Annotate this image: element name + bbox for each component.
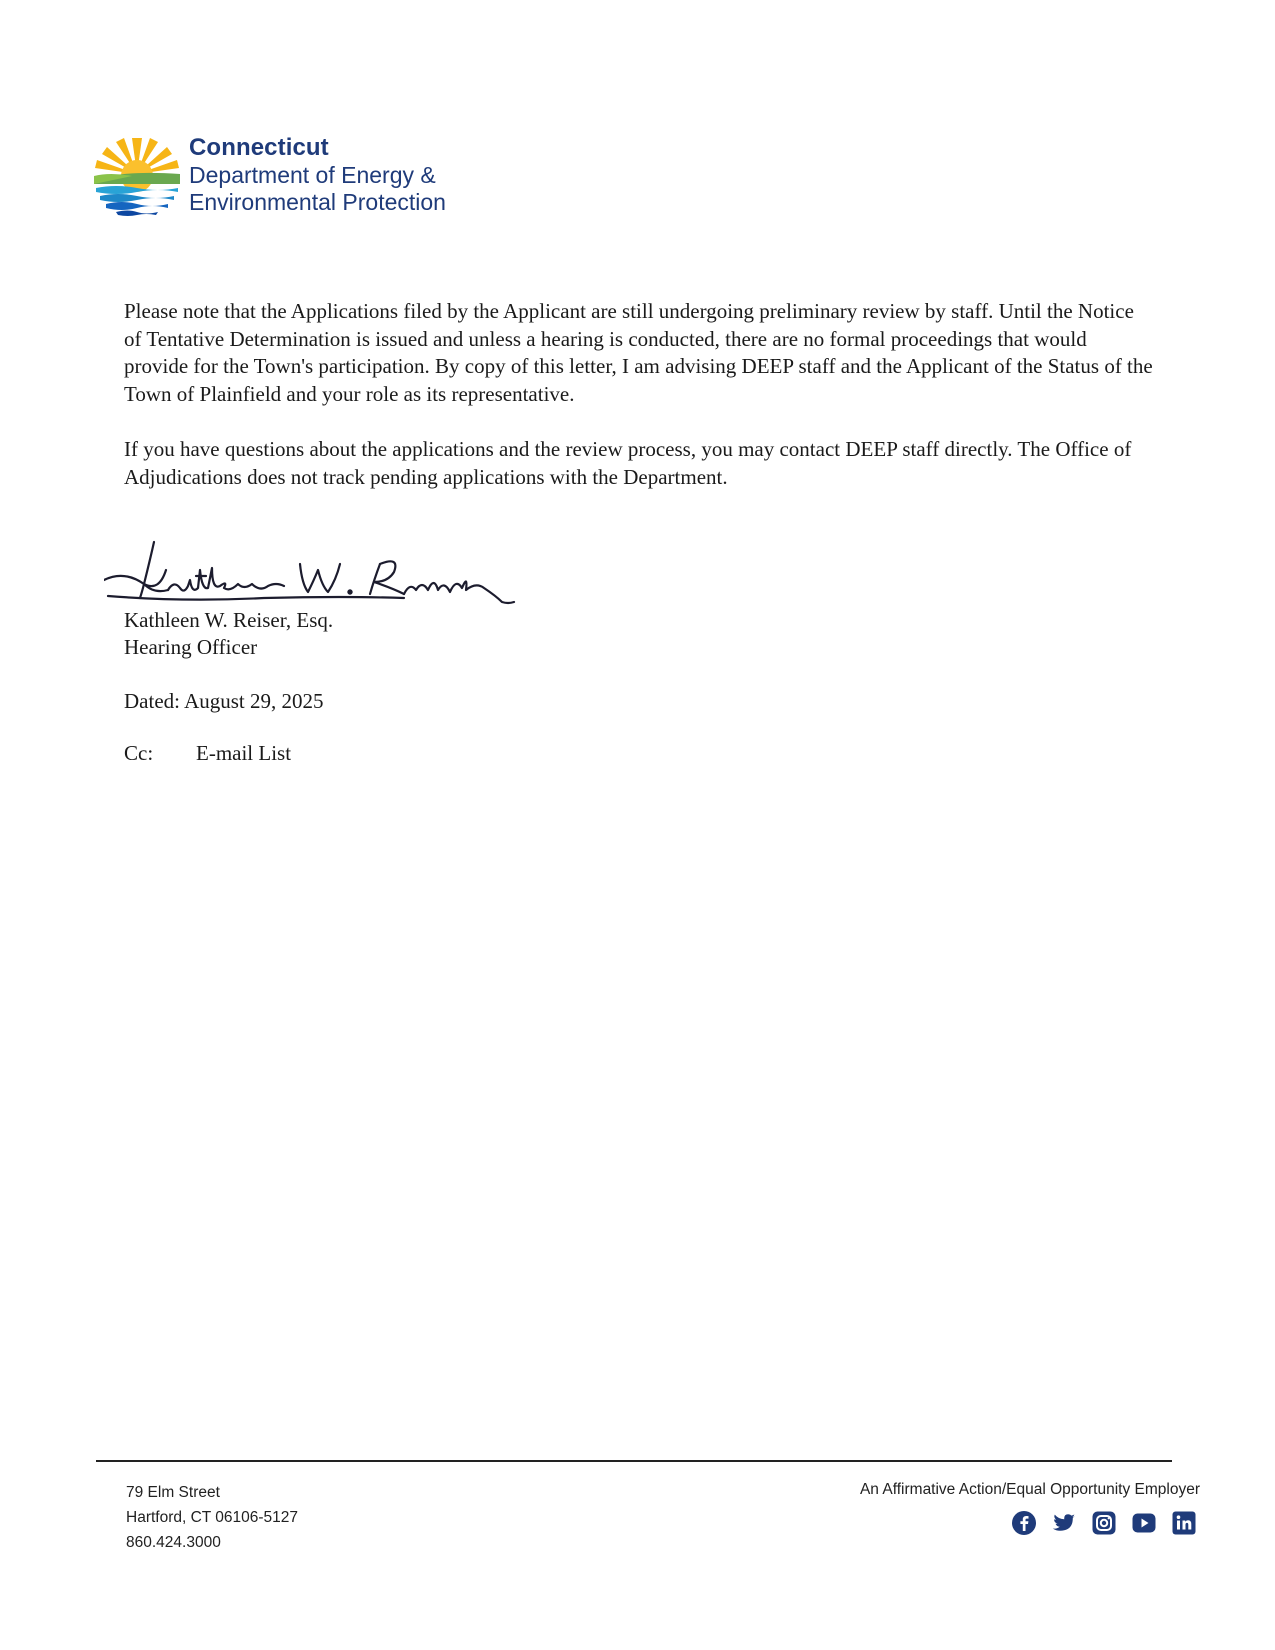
agency-name bbox=[189, 134, 446, 216]
date-line: Dated: August 29, 2025 bbox=[124, 689, 324, 713]
body-paragraph-1 bbox=[124, 298, 1154, 408]
cc-line bbox=[124, 740, 291, 767]
facebook-icon[interactable] bbox=[1011, 1510, 1037, 1536]
twitter-icon[interactable] bbox=[1051, 1510, 1077, 1536]
address-phone: 860.424.3000 bbox=[126, 1534, 221, 1551]
youtube-icon[interactable] bbox=[1131, 1510, 1157, 1536]
agency-name-line2: Department of Energy & bbox=[189, 162, 436, 188]
paragraph-text: Please note that the Applications filed by the Applicant are still undergoing preliminary review by staff. Until the Notice of Tentative Determination is issued and unless a hearing is conducted, there are no formal proceedings that would provide for the Town's participation. By copy of this letter, I am advising DEEP staff and the Applicant of the Status of the Town of Plainfield and your role as its representative. bbox=[124, 299, 1153, 406]
signer-title: Hearing Officer bbox=[124, 635, 258, 659]
address-street: 79 Elm Street bbox=[126, 1484, 220, 1501]
cc-value: E-mail List bbox=[196, 741, 292, 765]
footer-divider bbox=[96, 1460, 1172, 1462]
footer-address bbox=[126, 1480, 298, 1555]
paragraph-text: If you have questions about the applications and the review process, you may contact DEEP staff directly. The Office of Adjudications does not track pending applications with the Department. bbox=[124, 437, 1132, 489]
linkedin-icon[interactable] bbox=[1171, 1510, 1197, 1536]
address-city: Hartford, CT 06106-5127 bbox=[126, 1509, 299, 1526]
body-paragraph-2 bbox=[124, 436, 1154, 491]
social-icons bbox=[1011, 1510, 1197, 1536]
signer-name: Kathleen W. Reiser, Esq. bbox=[124, 608, 334, 632]
sunrise-water-logo-icon bbox=[92, 132, 182, 218]
instagram-icon[interactable] bbox=[1091, 1510, 1117, 1536]
agency-name-line1: Connecticut bbox=[189, 134, 329, 161]
agency-name-line3: Environmental Protection bbox=[189, 189, 446, 215]
cc-label: Cc: bbox=[124, 741, 154, 765]
eoe-statement: An Affirmative Action/Equal Opportunity Employer bbox=[859, 1481, 1200, 1498]
